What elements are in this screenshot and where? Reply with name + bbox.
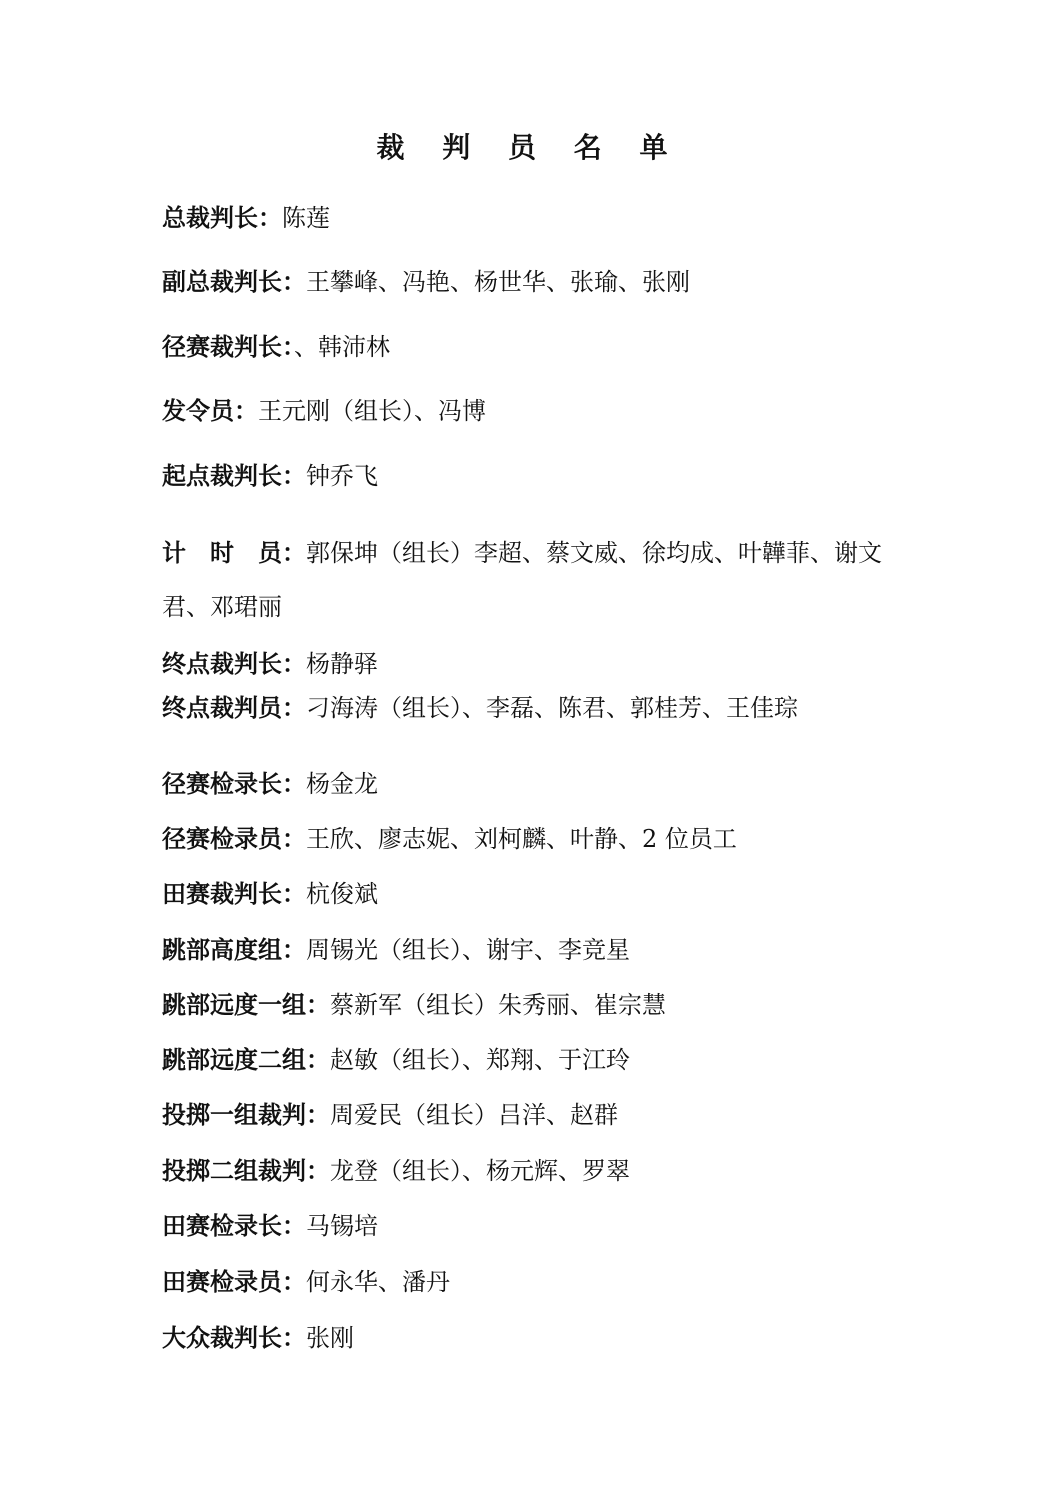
entry-field-marshal-chief (162, 1208, 922, 1244)
entry-label: 跳部高度组： (162, 935, 306, 964)
entry-timekeepers (162, 526, 907, 634)
entry-value: 郭保坤（组长）李超、蔡文威、徐均成、叶韡菲、谢文君、邓珺丽 (162, 539, 882, 621)
entry-field-marshals (162, 1264, 922, 1300)
entry-value: 何永华、潘丹 (306, 1268, 450, 1296)
entry-high-jump-group (162, 932, 922, 968)
entry-long-jump-group-1 (162, 987, 922, 1023)
entry-label: 发令员： (162, 396, 258, 425)
entry-label: 终点裁判员： (162, 693, 306, 722)
entry-value: 钟乔飞 (306, 462, 378, 490)
entry-value: 杨金龙 (306, 770, 378, 798)
entry-label: 投掷二组裁判： (162, 1156, 330, 1185)
entry-label: 径赛检录员： (162, 824, 306, 853)
entry-value: 马锡培 (306, 1212, 378, 1240)
entry-label: 投掷一组裁判： (162, 1100, 330, 1129)
entry-label: 计 时 员 (162, 538, 282, 567)
entry-value: 陈莲 (282, 204, 330, 232)
entry-value: 杨静驿 (306, 650, 378, 678)
entry-field-referee (162, 876, 922, 912)
entry-finish-judges (162, 690, 922, 726)
entry-label-colon: ： (282, 538, 306, 567)
entry-long-jump-group-2 (162, 1042, 922, 1078)
entry-throw-group-2 (162, 1153, 922, 1189)
entry-start-referee (162, 458, 922, 494)
entry-label: 径赛检录长： (162, 769, 306, 798)
entry-public-referee (162, 1320, 922, 1356)
entry-value: 杭俊斌 (306, 880, 378, 908)
entry-value: 王欣、廖志妮、刘柯麟、叶静、2 位员工 (306, 825, 737, 853)
entry-value: 、韩沛林 (294, 333, 390, 361)
entry-label: 终点裁判长： (162, 649, 306, 678)
entry-track-marshal-chief (162, 766, 922, 802)
entry-label: 田赛检录长： (162, 1211, 306, 1240)
entry-track-referee (162, 329, 922, 365)
entry-label: 径赛裁判长： (162, 332, 294, 361)
entry-starter (162, 393, 922, 429)
entry-label: 副总裁判长： (162, 267, 306, 296)
entry-value: 周爱民（组长）吕洋、赵群 (330, 1101, 618, 1129)
entry-deputy-chief-referee (162, 264, 922, 300)
entry-track-marshals (162, 821, 922, 857)
entry-chief-referee (162, 200, 922, 236)
entry-value: 刁海涛（组长）、李磊、陈君、郭桂芳、王佳琮 (306, 694, 798, 722)
entry-label: 田赛裁判长： (162, 879, 306, 908)
entry-value: 龙登（组长）、杨元辉、罗翠 (330, 1157, 630, 1185)
entry-value: 王元刚（组长）、冯博 (258, 397, 486, 425)
entry-label: 大众裁判长： (162, 1323, 306, 1352)
entry-finish-referee (162, 646, 922, 682)
document-title: 裁 判 员 名 单 (376, 131, 682, 164)
entry-label: 田赛检录员： (162, 1267, 306, 1296)
entry-throw-group-1 (162, 1097, 922, 1133)
entry-value: 张刚 (306, 1324, 354, 1352)
entry-label: 跳部远度一组： (162, 990, 330, 1019)
entry-label: 起点裁判长： (162, 461, 306, 490)
entry-label: 跳部远度二组： (162, 1045, 330, 1074)
entry-label: 总裁判长： (162, 203, 282, 232)
entry-value: 赵敏（组长）、郑翔、于江玲 (330, 1046, 630, 1074)
entry-value: 王攀峰、冯艳、杨世华、张瑜、张刚 (306, 268, 690, 296)
entry-value: 周锡光（组长）、谢宇、李竞星 (306, 936, 630, 964)
entry-value: 蔡新军（组长）朱秀丽、崔宗慧 (330, 991, 666, 1019)
